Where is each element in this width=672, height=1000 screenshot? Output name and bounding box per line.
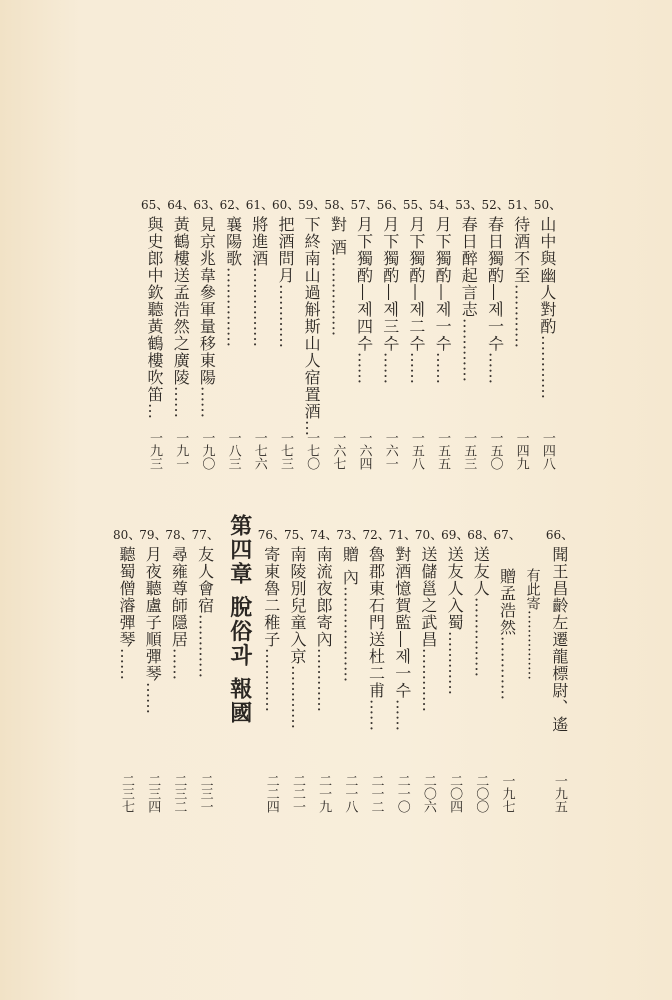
toc-entry[interactable]: [429, 198, 458, 470]
chapter-heading: [218, 514, 258, 813]
entry-title: 對 酒……………: [328, 216, 348, 337]
toc-bottom-block: [113, 514, 575, 813]
toc-entry[interactable]: [271, 198, 301, 470]
entry-number: 56、: [376, 198, 405, 213]
toc-entry[interactable]: [377, 198, 403, 470]
entry-page: 一九三: [147, 431, 162, 470]
entry-title: 送儲邕之武昌…………: [418, 546, 438, 712]
entry-title: 把酒問月…………: [275, 216, 295, 348]
entry-page: 二一九: [316, 774, 332, 813]
entry-title: 襄陽歌……………: [223, 216, 243, 347]
entry-title: 月下獨酌―제一수……: [433, 216, 453, 384]
entry-number: 76、: [257, 528, 287, 543]
toc-entry[interactable]: [113, 528, 142, 813]
entry-title: 山中與幽人對酌…………: [537, 216, 557, 399]
entry-page: 一五五: [435, 431, 451, 470]
entry-title: 尋雍尊師隱居……: [169, 546, 189, 680]
entry-title: 見京兆韋參軍量移東陽……: [197, 216, 217, 418]
entry-title: 友人會宿…………: [195, 546, 215, 678]
entry-title: 魯郡東石門送杜二甫……: [366, 546, 386, 731]
toc-entry[interactable]: [220, 198, 246, 470]
toc-entry[interactable]: [324, 198, 353, 470]
entry-number: 63、: [193, 198, 222, 213]
entry-page: 一七六: [251, 431, 267, 470]
entry-page: 一五三: [461, 431, 477, 470]
toc-entry[interactable]: [245, 198, 275, 470]
entry-page: 二三四: [145, 774, 161, 813]
entry-page: 二〇四: [447, 774, 463, 813]
entry-number: 60、: [271, 198, 301, 213]
toc-entry[interactable]: [192, 528, 218, 813]
toc-entry[interactable]: [441, 528, 470, 813]
entry-page: 一六四: [356, 431, 372, 470]
toc-entry[interactable]: [257, 528, 287, 813]
toc-entry[interactable]: [533, 198, 563, 470]
entry-number: 79、: [139, 528, 168, 543]
entry-page: 二三一: [197, 774, 213, 813]
entry-page: 二〇〇: [473, 774, 489, 813]
entry-title: 月下獨酌―제二수……: [406, 216, 426, 384]
toc-entry[interactable]: [363, 528, 389, 813]
chapter-title: 第四章 脫俗과 報國: [226, 514, 253, 726]
entry-page: 二一〇: [394, 774, 410, 813]
entry-title: 南陵別兒童入京…………: [287, 546, 307, 729]
entry-number: 58、: [324, 198, 353, 213]
toc-entry-continuation: [520, 528, 546, 813]
entry-number: 50、: [533, 198, 563, 213]
entry-number: 51、: [507, 198, 536, 213]
entry-page: 二三二: [171, 774, 187, 813]
entry-number: 64、: [167, 198, 196, 213]
toc-entry[interactable]: [402, 198, 432, 470]
entry-title: 聞王昌齡左遷龍標尉、遙: [549, 546, 569, 733]
toc-entry[interactable]: [165, 528, 194, 813]
entry-title: 寄東魯二稚子…………: [261, 546, 281, 712]
entry-page: 一七〇: [304, 431, 320, 470]
entry-number: 67、: [493, 528, 522, 543]
toc-entry[interactable]: [193, 198, 222, 470]
entry-title: 對酒憶賀監―제一수……: [392, 546, 412, 731]
toc-entry[interactable]: [481, 198, 510, 470]
entry-page: 二二四: [263, 774, 279, 813]
toc-entry[interactable]: [139, 528, 168, 813]
entry-page: 一九〇: [199, 431, 215, 470]
entry-page: 一六一: [382, 431, 398, 470]
entry-title: 送友人……………: [471, 546, 491, 677]
entry-page: 一五八: [408, 431, 424, 470]
entry-title: 與史郎中欽聽黃鶴樓吹笛…: [145, 216, 164, 419]
entry-title: 將進酒……………: [249, 216, 269, 347]
toc-entry[interactable]: [467, 528, 496, 813]
entry-page: 一九一: [173, 431, 189, 470]
entry-page: 二一八: [342, 774, 358, 813]
entry-number: 61、: [245, 198, 275, 213]
entry-number: 68、: [467, 528, 496, 543]
entry-number: 70、: [414, 528, 444, 543]
entry-number: 69、: [441, 528, 470, 543]
entry-number: 72、: [362, 528, 391, 543]
entry-page: 二一二: [368, 774, 384, 813]
toc-entry[interactable]: [455, 198, 484, 470]
entry-number: 77、: [191, 528, 220, 543]
entry-page: 二三七: [119, 774, 134, 813]
entry-page: 一四九: [513, 431, 529, 470]
toc-entry[interactable]: [310, 528, 339, 813]
entry-title: 贈 內………………: [340, 546, 360, 683]
toc-entry[interactable]: [351, 198, 377, 470]
toc-entry[interactable]: [389, 528, 415, 813]
toc-entry[interactable]: [167, 198, 196, 470]
entry-number: 75、: [283, 528, 313, 543]
entry-page: 一八三: [225, 431, 241, 470]
entry-title: 下終南山過斛斯山人宿置酒…: [302, 216, 322, 436]
entry-title: 送友人入蜀…………: [445, 546, 465, 695]
entry-title: 南流夜郎寄內…………: [314, 546, 334, 712]
toc-entry[interactable]: [336, 528, 365, 813]
entry-number: 65、: [141, 198, 170, 213]
entry-number: 57、: [350, 198, 379, 213]
entry-page: 一四八: [539, 431, 555, 470]
entry-number: 59、: [298, 198, 327, 213]
toc-entry[interactable]: [298, 198, 327, 470]
entry-number: 53、: [455, 198, 484, 213]
entry-title: 待酒不至…………: [511, 216, 531, 348]
entry-number: 54、: [429, 198, 458, 213]
entry-number: 62、: [219, 198, 248, 213]
entry-title: 月下獨酌―제三수……: [380, 216, 400, 384]
toc-entry[interactable]: [141, 198, 170, 470]
entry-title: 月下獨酌―제四수……: [354, 216, 374, 384]
entry-title: 贈孟浩然…………: [497, 568, 517, 700]
entry-title: 黃鶴樓送孟浩然之廣陵……: [171, 216, 191, 418]
entry-number: 71、: [388, 528, 417, 543]
entry-page: 一六七: [330, 431, 346, 470]
entry-number: 74、: [310, 528, 339, 543]
toc-entry[interactable]: [545, 528, 575, 813]
toc-entry[interactable]: [414, 528, 444, 813]
entry-number: 78、: [165, 528, 194, 543]
toc-top-block: [141, 198, 563, 470]
entry-title: 聽蜀僧濬彈琴……: [117, 546, 136, 680]
entry-number: 73、: [336, 528, 365, 543]
toc-entry[interactable]: [508, 198, 534, 470]
toc-entry[interactable]: [283, 528, 313, 813]
entry-number: 52、: [481, 198, 510, 213]
entry-title-continued: 有此寄……………: [524, 568, 541, 680]
toc-entry[interactable]: [493, 528, 522, 813]
entry-page: 一五〇: [487, 431, 503, 470]
entry-number: 80、: [113, 528, 142, 543]
entry-page: 二〇六: [420, 774, 436, 813]
entry-page: 一七三: [277, 431, 293, 470]
entry-title: 春日醉起言志…………: [459, 216, 479, 382]
entry-number: 66、: [545, 528, 575, 543]
entry-title: 月夜聽盧子順彈琴……: [143, 546, 163, 714]
entry-page: 二二一: [289, 774, 305, 813]
entry-page: 一九五: [551, 774, 567, 813]
entry-number: 55、: [402, 198, 432, 213]
entry-title: 春日獨酌―제一수……: [485, 216, 505, 384]
entry-page: 一九七: [499, 774, 515, 813]
